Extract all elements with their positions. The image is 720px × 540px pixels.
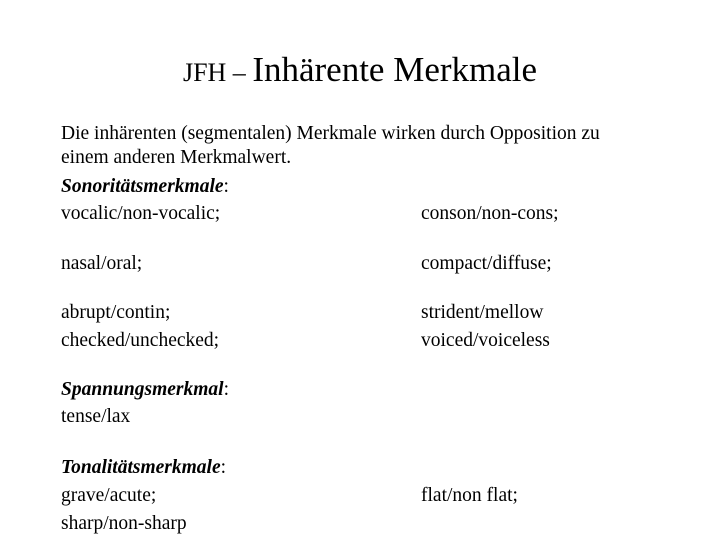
tension-heading-label: Spannungsmerkmal (61, 379, 224, 400)
slide-title (0, 48, 720, 99)
intro-line-2: einem anderen Merkmalwert. (61, 147, 292, 168)
tension-item-0: tense/lax (61, 406, 131, 427)
sonority-right-3: voiced/voiceless (421, 330, 550, 351)
sonority-left-3: checked/unchecked; (61, 330, 220, 351)
title-main: Inhärente Merkmale (252, 50, 538, 89)
sonority-right-0: conson/non-cons; (421, 203, 559, 224)
intro-line-1: Die inhärenten (segmentalen) Merkmale wirken durch Opposition zu (61, 123, 600, 144)
sonority-heading (61, 175, 229, 199)
tonality-heading-colon: : (220, 457, 227, 478)
tension-heading-colon: : (223, 379, 229, 400)
sonority-left-2: abrupt/contin; (61, 302, 171, 323)
tonality-heading (61, 456, 226, 480)
sonority-heading-label: Sonoritätsmerkmale (61, 176, 224, 197)
title-prefix: JFH – (182, 58, 253, 87)
tonality-left-0: grave/acute; (61, 485, 157, 506)
tension-heading (61, 378, 229, 402)
sonority-right-2: strident/mellow (421, 302, 544, 323)
sonority-left-0: vocalic/non-vocalic; (61, 203, 221, 224)
sonority-heading-colon: : (223, 176, 229, 197)
sonority-right-1: compact/diffuse; (421, 253, 552, 274)
tonality-left-1: sharp/non-sharp (61, 513, 187, 534)
tonality-right-0: flat/non flat; (421, 485, 518, 506)
sonority-left-1: nasal/oral; (61, 253, 143, 274)
tonality-heading-label: Tonalitätsmerkmale (61, 457, 221, 478)
